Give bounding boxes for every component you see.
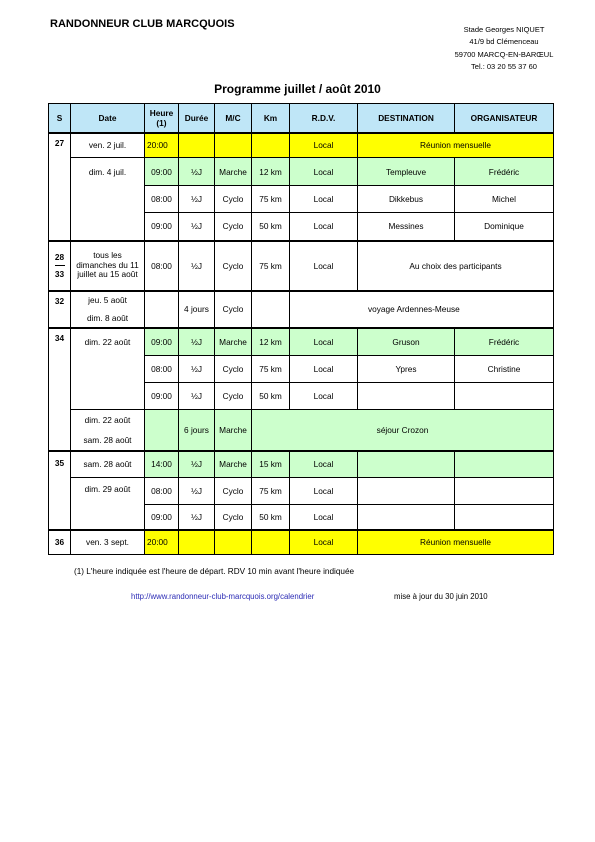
col-header-mc: M/C [215,104,252,133]
event-cell: Réunion mensuelle [358,530,554,555]
organizer-cell [455,383,554,410]
duration-cell: ½J [179,328,215,356]
mode-cell: Cyclo [215,356,252,383]
duration-cell: ½J [179,158,215,186]
table-row [49,158,554,186]
update-date: mise à jour du 30 juin 2010 [394,592,488,601]
rdv-cell: Local [290,478,358,505]
date-range-cell [71,291,145,328]
time-cell: 20:00 [145,530,179,555]
rdv-cell: Local [290,241,358,291]
km-cell: 75 km [252,478,290,505]
destination-cell [358,478,455,505]
duration-cell [179,530,215,555]
table-header-row [49,104,554,133]
time-cell: 08:00 [145,356,179,383]
mode-cell: Marche [215,451,252,478]
week-cell [49,213,71,241]
col-header-organisateur: ORGANISATEUR [455,104,554,133]
duration-cell: 4 jours [179,291,215,328]
event-cell: Au choix des participants [358,241,554,291]
rdv-cell: Local [290,530,358,555]
week-cell [49,478,71,505]
destination-cell [358,505,455,530]
rdv-cell: Local [290,186,358,213]
date-cell: dim. 4 juil. [71,158,145,186]
calendar-link[interactable]: http://www.randonneur-club-marcquois.org/calendrier [131,592,315,601]
table-row [49,133,554,158]
time-cell: 09:00 [145,213,179,241]
table-row [49,530,554,555]
table-row [49,241,554,291]
duration-cell [179,133,215,158]
km-cell: 12 km [252,328,290,356]
mode-cell: Cyclo [215,186,252,213]
duration-cell: ½J [179,356,215,383]
organizer-cell: Dominique [455,213,554,241]
km-cell: 50 km [252,383,290,410]
week-cell: 35 [49,451,71,478]
duration-cell: ½J [179,213,215,241]
mode-cell [215,530,252,555]
time-cell: 08:00 [145,241,179,291]
date-cell [71,213,145,241]
rdv-cell: Local [290,328,358,356]
mode-cell: Cyclo [215,213,252,241]
address-line: 59700 MARCQ-EN-BARŒUL [454,49,554,59]
destination-cell: Messines [358,213,455,241]
table-row [49,356,554,383]
km-cell: 15 km [252,451,290,478]
organizer-cell [455,451,554,478]
range-dash [55,265,65,266]
week-cell [49,158,71,186]
week-cell [49,505,71,530]
week-cell [49,383,71,410]
duration-cell: ½J [179,186,215,213]
event-cell: Réunion mensuelle [358,133,554,158]
table-row [49,478,554,505]
table-row [49,186,554,213]
mode-cell: Cyclo [215,505,252,530]
km-cell: 50 km [252,505,290,530]
date-start: jeu. 5 août [88,295,127,305]
time-cell: 09:00 [145,505,179,530]
duration-cell: ½J [179,478,215,505]
date-cell [71,383,145,410]
km-cell: 75 km [252,241,290,291]
date-cell [71,505,145,530]
time-cell [145,291,179,328]
time-cell: 08:00 [145,478,179,505]
organizer-cell [455,505,554,530]
mode-cell: Marche [215,410,252,451]
table-row [49,328,554,356]
date-end: dim. 8 août [86,313,129,323]
time-cell: 09:00 [145,328,179,356]
destination-cell: Ypres [358,356,455,383]
duration-cell: ½J [179,241,215,291]
mode-cell [215,133,252,158]
time-cell: 20:00 [145,133,179,158]
table-row [49,505,554,530]
address-line: Stade Georges NIQUET [463,25,545,34]
week-start: 28 [54,252,65,262]
footnote: (1) L'heure indiquée est l'heure de départ. RDV 10 min avant l'heure indiquée [74,567,355,576]
date-cell: dim. 29 août [71,478,145,505]
mode-cell: Cyclo [215,241,252,291]
schedule-table [48,103,554,555]
week-cell [49,356,71,383]
address-line: 41/9 bd Clémenceau [469,37,539,47]
col-header-km: Km [252,104,290,133]
duration-cell: ½J [179,451,215,478]
week-cell: 36 [49,530,71,555]
destination-cell: Dikkebus [358,186,455,213]
destination-cell [358,383,455,410]
rdv-cell: Local [290,158,358,186]
time-cell: 09:00 [145,383,179,410]
table-row [49,383,554,410]
date-start: dim. 22 août [84,414,131,425]
mode-cell: Cyclo [215,291,252,328]
week-end: 33 [54,269,65,279]
rdv-cell: Local [290,356,358,383]
table-row [49,213,554,241]
week-cell: 27 [49,133,71,158]
week-cell: 34 [49,328,71,356]
km-cell: 12 km [252,158,290,186]
time-cell: 09:00 [145,158,179,186]
date-cell: tous les dimanches du 11 juillet au 15 août [71,241,145,291]
week-cell [49,186,71,213]
km-cell [252,291,290,328]
col-header-rdv: R.D.V. [290,104,358,133]
table-row [49,410,554,451]
mode-cell: Cyclo [215,478,252,505]
time-cell: 08:00 [145,186,179,213]
col-header-heure: Heure (1) [145,104,179,133]
event-cell: séjour Crozon [252,410,554,451]
rdv-cell: Local [290,451,358,478]
date-cell: dim. 22 août [71,328,145,356]
date-range-cell [71,410,145,451]
destination-cell: Gruson [358,328,455,356]
organizer-cell: Christine [455,356,554,383]
time-cell [145,410,179,451]
organizer-cell: Michel [455,186,554,213]
date-end: sam. 28 août [83,434,132,445]
mode-cell: Marche [215,328,252,356]
week-cell [49,410,71,451]
time-cell: 14:00 [145,451,179,478]
date-cell: sam. 28 août [71,451,145,478]
col-header-date: Date [71,104,145,133]
address-phone: Tel.: 03 20 55 37 60 [471,61,537,71]
duration-cell: ½J [179,383,215,410]
col-header-duree: Durée [179,104,215,133]
week-range-cell [49,241,71,291]
km-cell [252,530,290,555]
week-cell: 32 [49,291,71,328]
table-row [49,451,554,478]
date-cell [71,356,145,383]
date-cell [71,186,145,213]
destination-cell: Templeuve [358,158,455,186]
km-cell: 75 km [252,356,290,383]
organizer-cell: Frédéric [455,158,554,186]
duration-cell: ½J [179,505,215,530]
col-header-s: S [49,104,71,133]
club-address [440,24,568,73]
mode-cell: Marche [215,158,252,186]
rdv-cell: Local [290,213,358,241]
mode-cell: Cyclo [215,383,252,410]
event-cell: voyage Ardennes-Meuse [290,291,554,328]
rdv-cell: Local [290,383,358,410]
rdv-cell: Local [290,505,358,530]
col-header-destination: DESTINATION [358,104,455,133]
date-cell: ven. 3 sept. [71,530,145,555]
organizer-cell: Frédéric [455,328,554,356]
rdv-cell: Local [290,133,358,158]
km-cell [252,133,290,158]
km-cell: 75 km [252,186,290,213]
date-cell: ven. 2 juil. [71,133,145,158]
duration-cell: 6 jours [179,410,215,451]
club-name: RANDONNEUR CLUB MARCQUOIS [50,18,235,30]
table-row [49,291,554,328]
km-cell: 50 km [252,213,290,241]
page-title: Programme juillet / août 2010 [214,82,381,96]
organizer-cell [455,478,554,505]
destination-cell [358,451,455,478]
